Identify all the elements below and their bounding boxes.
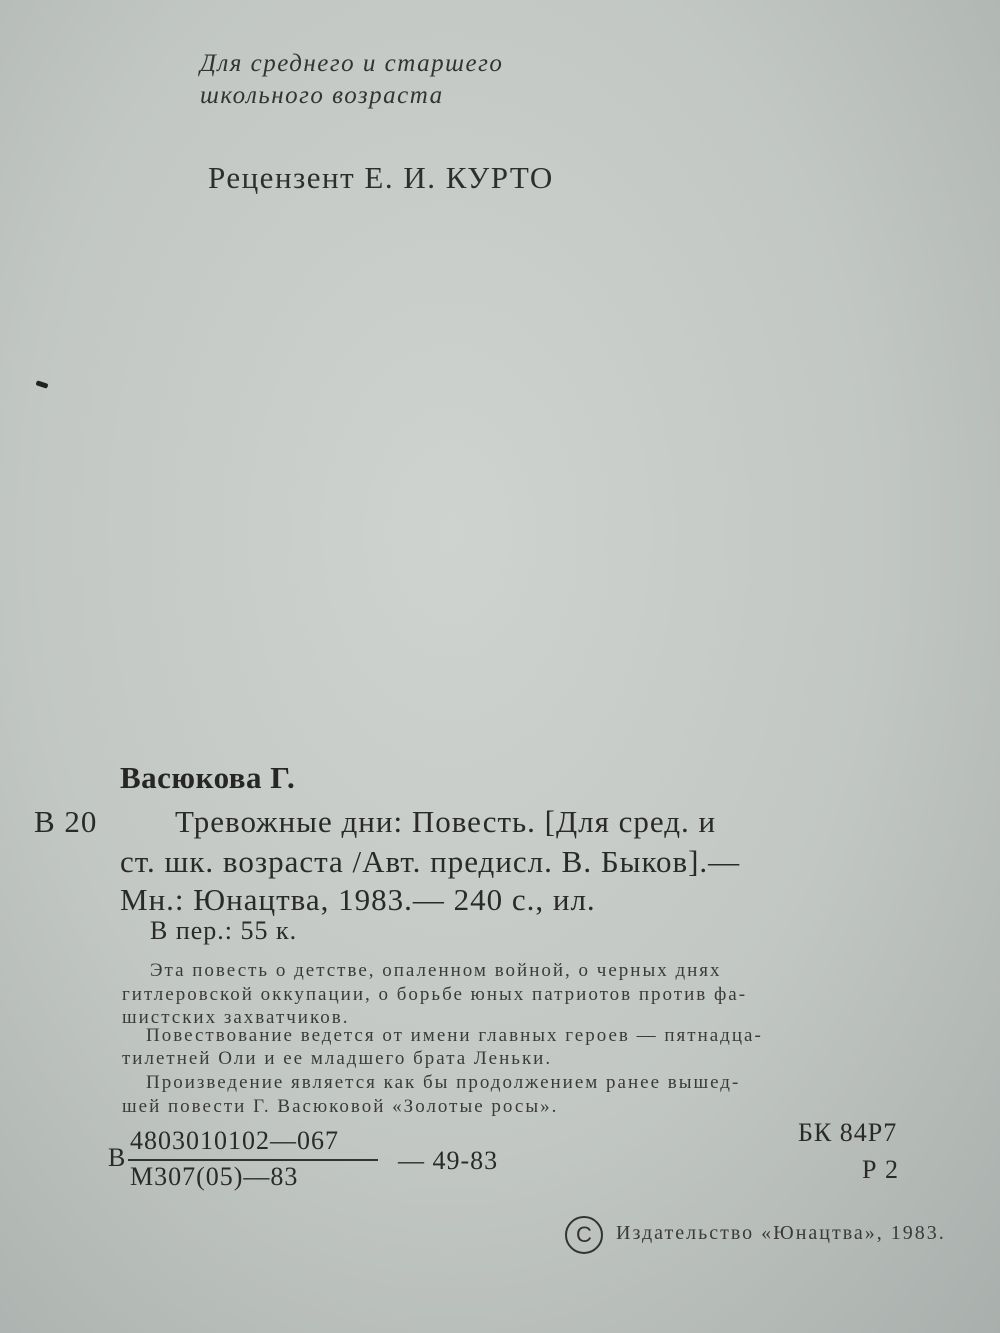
- annotation-line-7: шей повести Г. Васюковой «Золотые росы».: [122, 1096, 559, 1117]
- annotation-line-6: Произведение является как бы продолжением ранее вышед-: [146, 1072, 741, 1093]
- ink-mark: [36, 380, 49, 388]
- author-name: Васюкова Г.: [120, 760, 296, 795]
- code-fraction-line: [128, 1159, 378, 1161]
- annotation-line-5: тилетней Оли и ее младшего брата Леньки.: [122, 1048, 553, 1069]
- age-note-line-1: Для среднего и старшего: [200, 50, 504, 77]
- p2-index: Р 2: [862, 1155, 899, 1184]
- code-prefix: В: [108, 1143, 127, 1172]
- code-numerator: 4803010102—067: [130, 1126, 339, 1155]
- code-denominator: М307(05)—83: [130, 1162, 299, 1191]
- code-suffix: — 49-83: [398, 1146, 499, 1175]
- annotation-line-4: Повествование ведется от имени главных героев — пятнадца-: [146, 1025, 763, 1046]
- age-note-line-2: школьного возраста: [200, 82, 444, 109]
- annotation-line-2: гитлеровской оккупации, о борьбе юных патриотов против фа-: [122, 984, 748, 1005]
- annotation-line-1: Эта повесть о детстве, опаленном войной, о черных днях: [150, 960, 722, 981]
- copyright-text: Издательство «Юнацтва», 1983.: [616, 1222, 946, 1244]
- copyright-icon: [565, 1216, 603, 1254]
- title-line-2: ст. шк. возраста /Авт. предисл. В. Быков].—: [120, 844, 741, 879]
- catalog-index: В 20: [34, 804, 98, 839]
- title-line-1: Тревожные дни: Повесть. [Для сред. и: [175, 804, 717, 839]
- copyright-symbol: C: [576, 1222, 592, 1247]
- annotation-line-3: шистских захватчиков.: [122, 1007, 350, 1028]
- title-line-3: Мн.: Юнацтва, 1983.— 240 с., ил.: [120, 882, 596, 917]
- reviewer-line: Рецензент Е. И. КУРТО: [208, 160, 554, 195]
- bk-index: БК 84Р7: [798, 1118, 898, 1147]
- price-line: В пер.: 55 к.: [150, 916, 298, 945]
